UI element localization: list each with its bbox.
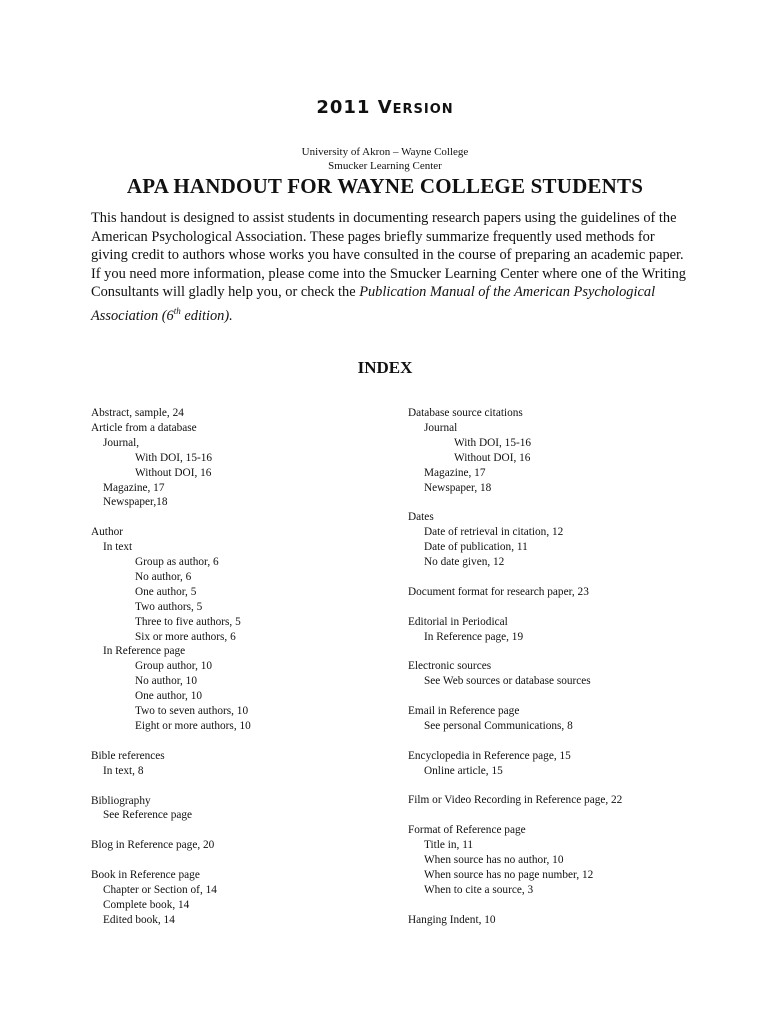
index-entry: Abstract, sample, 24 — [91, 407, 184, 419]
index-entry: Online article, 15 — [424, 764, 503, 777]
index-entry: In text, 8 — [103, 764, 144, 777]
index-entry: Without DOI, 16 — [454, 451, 531, 464]
index-entry: Hanging Indent, 10 — [408, 913, 496, 926]
index-entry: Without DOI, 16 — [135, 466, 212, 479]
index-entry: Magazine, 17 — [103, 481, 165, 494]
index-entry: Format of Reference page — [408, 824, 526, 837]
index-entry: See Reference page — [103, 809, 193, 822]
intro-text — [91, 209, 691, 325]
index-entry: Database source citations — [408, 407, 523, 419]
intro-paragraph-2 — [91, 265, 691, 326]
index-entry: Email in Reference page — [408, 705, 520, 718]
index-entry: Encyclopedia in Reference page, 15 — [408, 749, 571, 762]
index-entry: One author, 5 — [135, 585, 197, 598]
index-entry: When source has no author, 10 — [424, 854, 564, 867]
index-entry: Group as author, 6 — [135, 556, 219, 569]
index-entry: Two authors, 5 — [135, 600, 203, 613]
index-entry: See Web sources or database sources — [424, 675, 591, 688]
index-entry: In text — [103, 541, 133, 554]
index-entry: Electronic sources — [408, 660, 492, 673]
index-entry: Newspaper, 18 — [424, 481, 492, 494]
index-column-right — [408, 406, 738, 928]
index-entry: Eight or more authors, 10 — [135, 720, 251, 733]
index-entry: Journal — [424, 421, 458, 434]
index-entry: Editorial in Periodical — [408, 615, 508, 628]
index-entry: Blog in Reference page, 20 — [91, 839, 215, 852]
index-entry: In Reference page — [103, 645, 186, 658]
index-entry: Newspaper,18 — [103, 496, 168, 509]
index-entry: See personal Communications, 8 — [424, 719, 573, 732]
index-entry: No author, 6 — [135, 570, 192, 583]
center-name: Smucker Learning Center — [328, 160, 442, 172]
document-title: APA HANDOUT FOR WAYNE COLLEGE STUDENTS — [126, 174, 644, 198]
index-entry: No author, 10 — [135, 675, 197, 688]
intro-paragraph-1: This handout is designed to assist students in documenting research papers using the guidelines of the American Psychological Association. These pages briefly summarize frequently used methods for giving credit to authors whose works you have consulted in the course of preparing an academic paper. — [91, 210, 684, 264]
version-label: 2011 Version — [316, 97, 454, 118]
index-entry: Document format for research paper, 23 — [408, 585, 589, 598]
index-entry: Two to seven authors, 10 — [135, 705, 249, 718]
index-entry: Book in Reference page — [91, 869, 200, 882]
index-entry: Six or more authors, 6 — [135, 630, 236, 643]
index-column-left — [91, 406, 391, 928]
index-entry: Bibliography — [91, 794, 151, 807]
index-entry: Film or Video Recording in Reference page, 22 — [408, 794, 623, 807]
index-entry: In Reference page, 19 — [424, 630, 524, 643]
manual-sup: th — [173, 305, 181, 316]
index-entry: No date given, 12 — [424, 556, 505, 569]
index-entry: When to cite a source, 3 — [424, 883, 534, 896]
index-entry: Dates — [408, 511, 434, 524]
institution-name: University of Akron – Wayne College — [301, 146, 469, 158]
intro-paragraph-2-text: If you need more information, please come into the Smucker Learning Center where one of the Writing Consultants will gladly help you, or check the — [91, 265, 686, 301]
index-entry: Complete book, 14 — [103, 898, 190, 911]
index-entry: One author, 10 — [135, 690, 202, 703]
index-entry: Magazine, 17 — [424, 466, 486, 479]
index-entry: Journal, — [103, 436, 140, 449]
index-entry: Title in, 11 — [424, 839, 474, 852]
index-entry: When source has no page number, 12 — [424, 868, 594, 881]
index-entry: With DOI, 15-16 — [135, 451, 213, 464]
index-entry: Article from a database — [91, 421, 197, 434]
index-entry: Author — [91, 526, 124, 539]
index-entry: Date of publication, 11 — [424, 541, 528, 554]
index-heading: INDEX — [357, 358, 413, 377]
index-entry: Chapter or Section of, 14 — [103, 883, 217, 896]
index-entry: Date of retrieval in citation, 12 — [424, 526, 564, 539]
index-entry: Bible references — [91, 749, 165, 762]
manual-title: Publication Manual of the American Psychological Association (6th edition). — [91, 284, 656, 324]
index-entry: Edited book, 14 — [103, 913, 175, 926]
index-entry: Three to five authors, 5 — [135, 615, 241, 628]
index-entry: With DOI, 15-16 — [454, 436, 532, 449]
index-entry: Group author, 10 — [135, 660, 213, 673]
